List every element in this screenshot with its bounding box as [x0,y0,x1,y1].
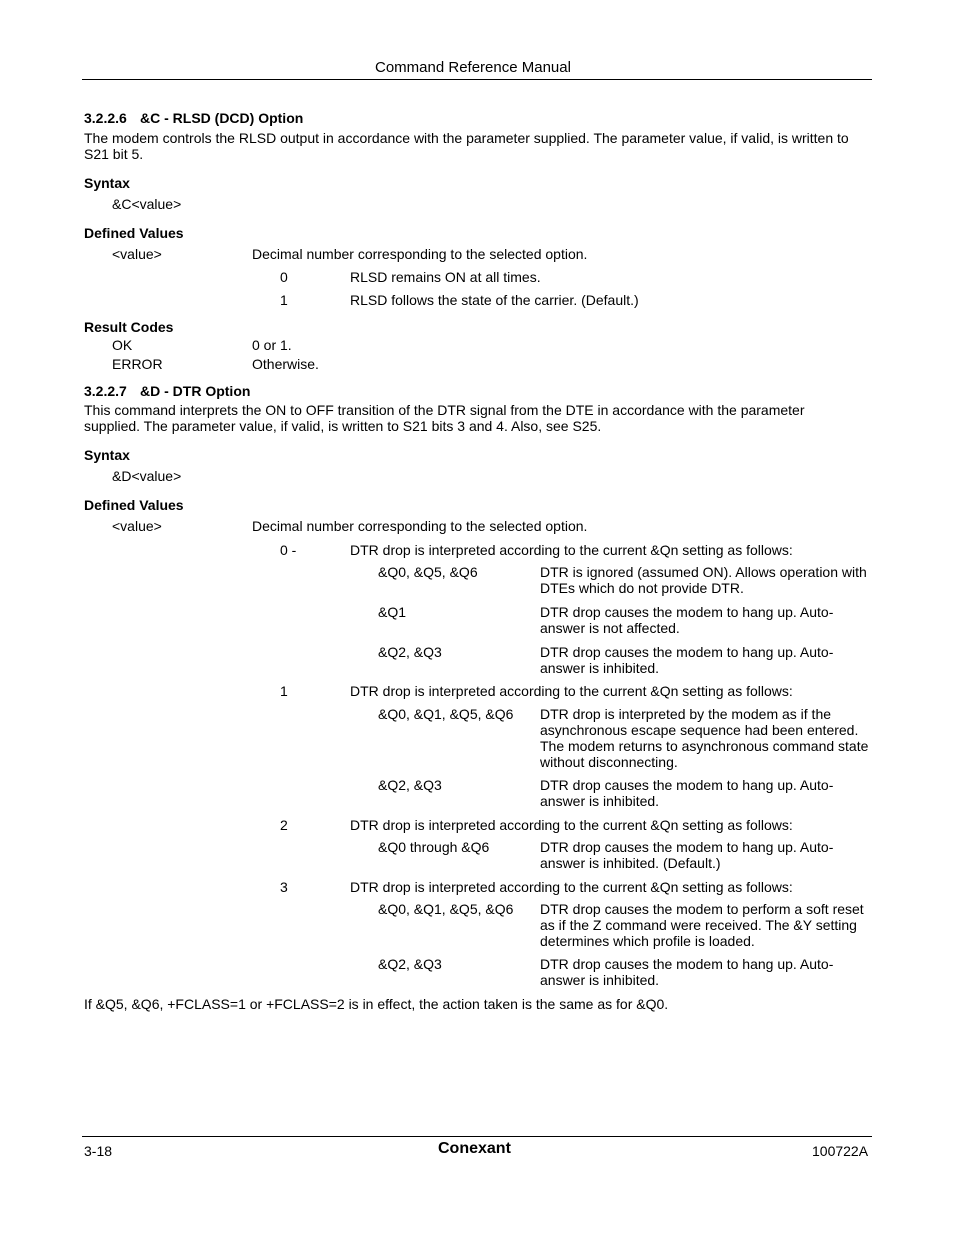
section-description: The modem controls the RLSD output in accordance with the parameter supplied. The parameter value, if valid, is written to S21 bit 5. [84,130,849,162]
syntax-heading: Syntax [84,175,130,191]
syntax-heading: Syntax [84,447,130,463]
value-description: Decimal number corresponding to the selected option. [252,518,588,534]
page-number: 3-18 [84,1143,113,1159]
option-code: 0 - [280,542,297,558]
q-setting: &Q1 [378,604,407,620]
q-setting: &Q2, &Q3 [378,956,442,972]
result-code-description: 0 or 1. [252,337,292,353]
q-setting: &Q2, &Q3 [378,777,442,793]
closing-note: If &Q5, &Q6, +FCLASS=1 or +FCLASS=2 is in effect, the action taken is the same as for &Q0. [84,996,669,1012]
q-setting-description: DTR drop is interpreted by the modem as if the asynchronous escape sequence had been entered. The modem returns to asynchronous command state without disconnecting. [540,706,869,770]
defined-values-heading: Defined Values [84,497,184,513]
value-label: <value> [112,246,162,262]
option-description: RLSD remains ON at all times. [350,269,541,285]
option-code: 1 [280,292,288,308]
q-setting: &Q2, &Q3 [378,644,442,660]
defined-values-heading: Defined Values [84,225,184,241]
option-code: 3 [280,879,288,895]
footer-rule [82,1136,872,1137]
section-number: 3.2.2.6 [84,110,127,126]
option-description: RLSD follows the state of the carrier. (Default.) [350,292,639,308]
section-description: This command interprets the ON to OFF transition of the DTR signal from the DTE in accordance with the parameter supplied. The parameter value, if valid, is written to S21 bits 3 and 4. Also, see S25. [84,402,805,434]
q-setting: &Q0, &Q1, &Q5, &Q6 [378,901,514,917]
result-codes-heading: Result Codes [84,319,174,335]
q-setting: &Q0, &Q5, &Q6 [378,564,478,580]
option-description: DTR drop is interpreted according to the current &Qn setting as follows: [350,817,793,833]
result-code-description: Otherwise. [252,356,319,372]
section-title: &D - DTR Option [140,383,251,399]
q-setting-description: DTR drop causes the modem to hang up. Auto-answer is not affected. [540,604,834,636]
section-heading-d [84,383,250,399]
q-setting-description: DTR drop causes the modem to hang up. Auto-answer is inhibited. [540,777,834,809]
q-setting-description: DTR is ignored (assumed ON). Allows operation with DTEs which do not provide DTR. [540,564,867,596]
option-description: DTR drop is interpreted according to the current &Qn setting as follows: [350,683,793,699]
page-header-title: Command Reference Manual [375,59,571,76]
syntax-value: &D<value> [112,468,182,484]
option-description: DTR drop is interpreted according to the current &Qn setting as follows: [350,542,793,558]
syntax-value: &C<value> [112,196,182,212]
q-setting-description: DTR drop causes the modem to hang up. Auto-answer is inhibited. [540,644,834,676]
section-title: &C - RLSD (DCD) Option [140,110,304,126]
document-number: 100722A [812,1143,869,1159]
result-code: ERROR [112,356,163,372]
q-setting: &Q0 through &Q6 [378,839,490,855]
value-label: <value> [112,518,162,534]
option-description: DTR drop is interpreted according to the current &Qn setting as follows: [350,879,793,895]
section-heading-c [84,110,303,126]
result-code: OK [112,337,133,353]
option-code: 2 [280,817,288,833]
header-rule [82,79,872,80]
q-setting-description: DTR drop causes the modem to hang up. Auto-answer is inhibited. (Default.) [540,839,834,871]
q-setting: &Q0, &Q1, &Q5, &Q6 [378,706,514,722]
value-description: Decimal number corresponding to the selected option. [252,246,588,262]
option-code: 1 [280,683,288,699]
option-code: 0 [280,269,288,285]
q-setting-description: DTR drop causes the modem to hang up. Auto-answer is inhibited. [540,956,834,988]
q-setting-description: DTR drop causes the modem to perform a soft reset as if the Z command were received. The &Y setting determines which profile is loaded. [540,901,864,949]
section-number: 3.2.2.7 [84,383,127,399]
footer-brand: Conexant [438,1140,511,1157]
